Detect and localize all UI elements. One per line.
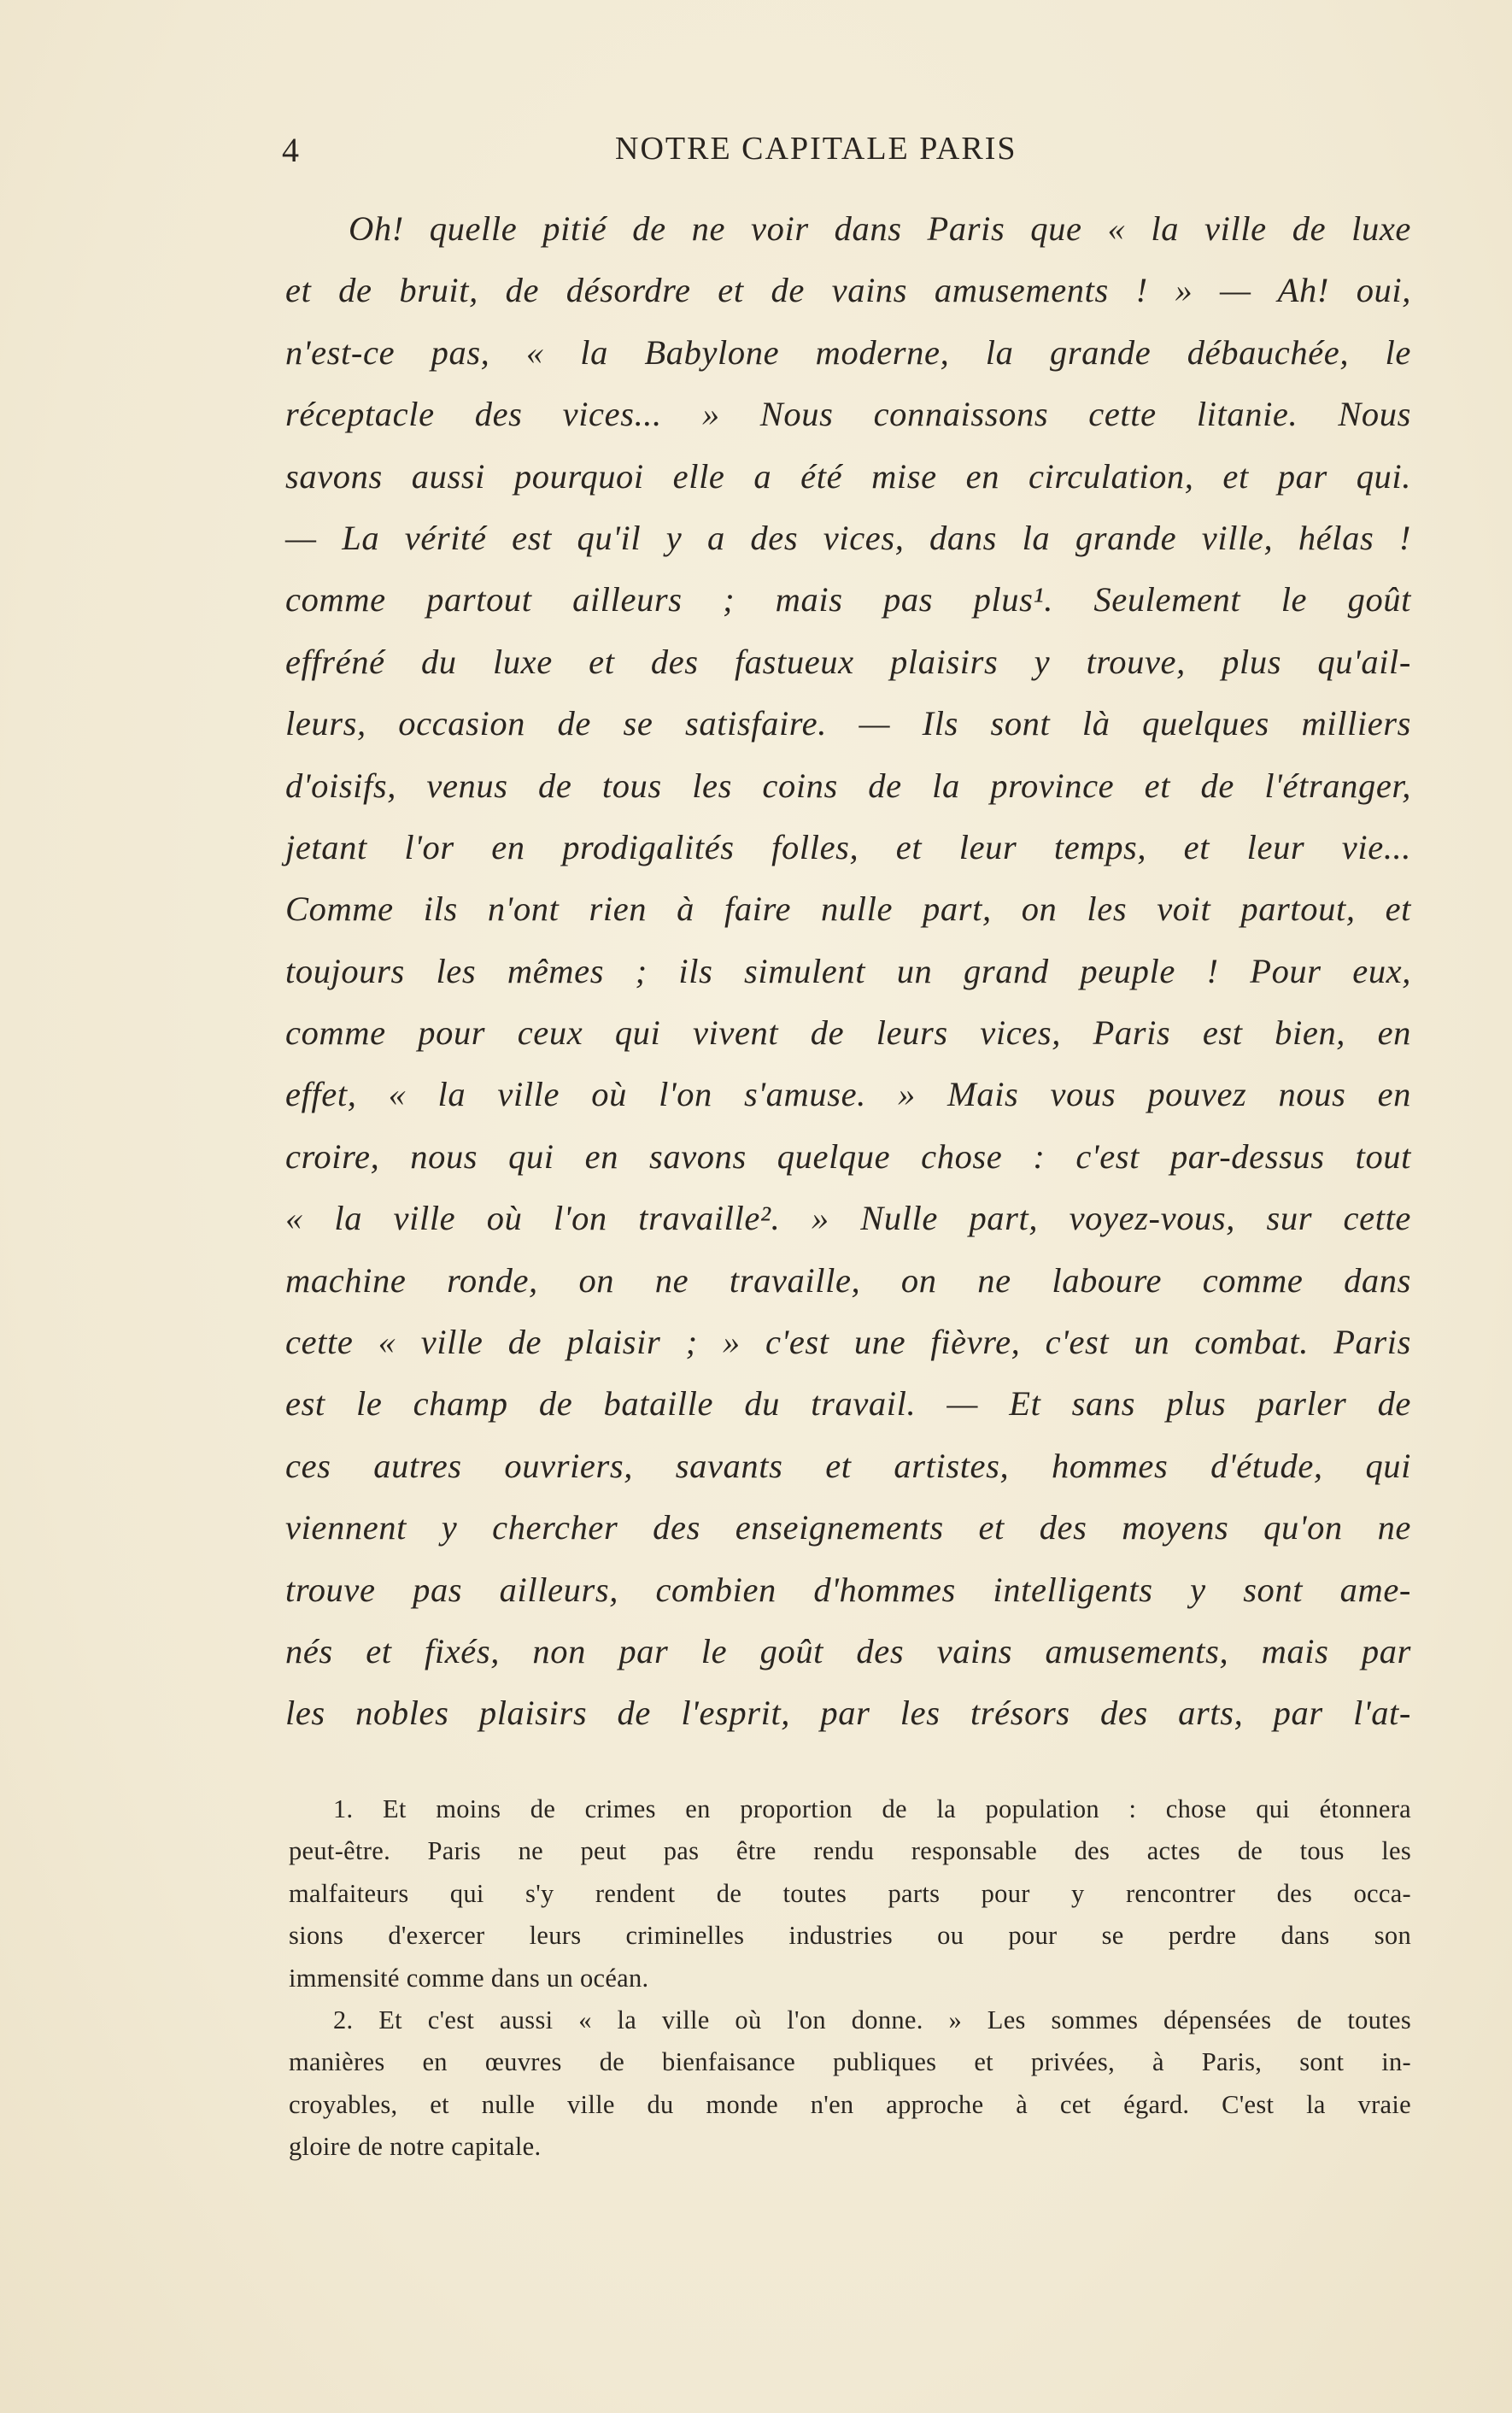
body-line: croire, nous qui en savons quelque chose : c'est par-dessus tout [285,1136,1411,1176]
body-line: ces autres ouvriers, savants et artistes, hommes d'étude, qui [285,1446,1411,1485]
body-line: n'est-ce pas, « la Babylone moderne, la grande débauchée, le [285,332,1411,372]
body-line: trouve pas ailleurs, combien d'hommes intelligents y sont ame- [285,1570,1411,1609]
body-line: jetant l'or en prodigalités folles, et leur temps, et leur vie... [285,827,1411,866]
body-line: nés et fixés, non par le goût des vains amusements, mais par [285,1631,1411,1670]
body-line: les nobles plaisirs de l'esprit, par les trésors des arts, par l'at- [285,1694,1411,1733]
body-line: cette « ville de plaisir ; » c'est une fièvre, c'est un combat. Paris [285,1323,1411,1362]
footnotes [289,1788,1411,2169]
body-line: toujours les mêmes ; ils simulent un grand peuple ! Pour eux, [285,951,1411,990]
footnote-line: croyables, et nulle ville du monde n'en approche à cet égard. C'est la vraie [289,2089,1411,2119]
body-line: « la ville où l'on travaille². » Nulle part, voyez-vous, sur cette [285,1199,1411,1238]
footnote-line: sions d'exercer leurs criminelles industries ou pour se perdre dans son [289,1921,1411,1951]
footnote-line: malfaiteurs qui s'y rendent de toutes parts pour y rencontrer des occa- [289,1878,1411,1908]
body-line: effet, « la ville où l'on s'amuse. » Mais vous pouvez nous en [285,1075,1411,1114]
body-line: comme partout ailleurs ; mais pas plus¹. Seulement le goût [285,580,1411,619]
footnote-line: immensité comme dans un océan. [289,1963,649,1993]
body-line: est le champ de bataille du travail. — Et sans plus parler de [285,1384,1411,1424]
page-number: 4 [282,131,300,169]
body-line: viennent y chercher des enseignements et des moyens qu'on ne [285,1508,1411,1547]
body-line: Comme ils n'ont rien à faire nulle part, on les voit partout, et [285,889,1411,929]
body-text [285,198,1411,1745]
body-line: savons aussi pourquoi elle a été mise en circulation, et par qui. [285,456,1411,496]
body-line: d'oisifs, venus de tous les coins de la province et de l'étranger, [285,766,1411,805]
body-line: réceptacle des vices... » Nous connaissons cette litanie. Nous [285,395,1411,434]
footnote-line: 2. Et c'est aussi « la ville où l'on donne. » Les sommes dépensées de toutes [333,2005,1411,2034]
running-title: NOTRE CAPITALE PARIS [615,131,1017,167]
body-line: Oh! quelle pitié de ne voir dans Paris que « la ville de luxe [349,209,1411,248]
footnote-line: manières en œuvres de bienfaisance publiques et privées, à Paris, sont in- [289,2047,1411,2077]
footnote-line: gloire de notre capitale. [289,2132,542,2162]
body-line: et de bruit, de désordre et de vains amusements ! » — Ah! oui, [285,271,1411,310]
body-line: leurs, occasion de se satisfaire. — Ils sont là quelques milliers [285,704,1411,743]
footnote-line: 1. Et moins de crimes en proportion de la population : chose qui étonnera [333,1794,1411,1823]
footnote-line: peut-être. Paris ne peut pas être rendu responsable des actes de tous les [289,1836,1411,1866]
body-line: effréné du luxe et des fastueux plaisirs y trouve, plus qu'ail- [285,642,1411,681]
body-line: — La vérité est qu'il y a des vices, dans la grande ville, hélas ! [285,518,1411,557]
body-line: machine ronde, on ne travaille, on ne laboure comme dans [285,1260,1411,1300]
page-header [282,130,1444,173]
body-line: comme pour ceux qui vivent de leurs vices, Paris est bien, en [285,1013,1411,1053]
